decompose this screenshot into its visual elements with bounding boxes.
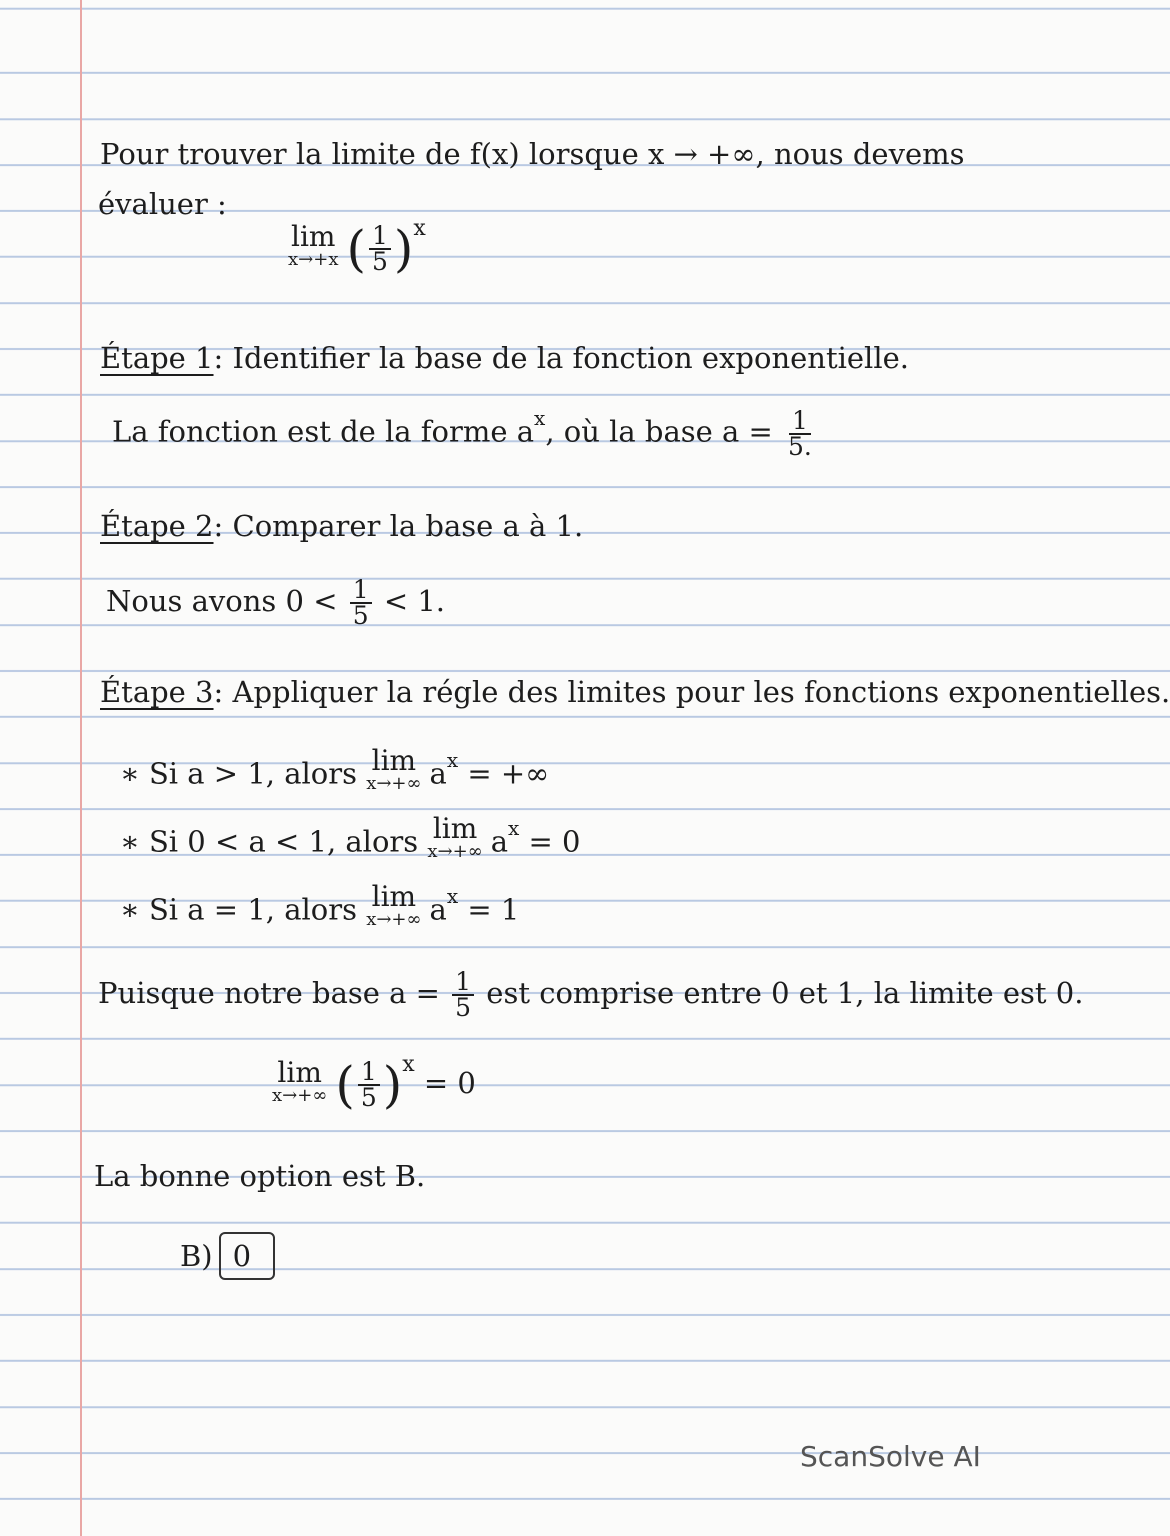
step-1-text: La fonction est de la forme $a^x$, où la base a = $\frac{1}{5.}$ (112, 406, 818, 459)
fraction: $\frac{1}{5}$ (350, 578, 372, 628)
step-1-title: Identifier la base de la fonction exponentielle. (232, 341, 909, 375)
answer-statement: La bonne option est B. (94, 1159, 426, 1193)
answer-option (180, 1232, 275, 1280)
left-paren: ( (346, 220, 366, 278)
step-2-label: Étape 2 (100, 509, 214, 543)
limit-operator: lim x→+∞ (427, 812, 483, 862)
answer-option-label: B) (180, 1239, 213, 1273)
left-paren: ( (335, 1056, 355, 1114)
fraction: $\frac{1}{5}$ (369, 224, 391, 274)
step-2-title: Comparer la base a à 1. (232, 509, 584, 543)
intro-line-2: évaluer : (98, 187, 227, 221)
step-2-heading: Étape 2: Comparer la base a à 1. (100, 509, 584, 543)
rule-item: ∗ Si 0 < a < 1, alors lim x→+∞ $a^x = 0$ (120, 812, 581, 862)
exponent: x (402, 1052, 415, 1077)
limit-operator: lim x→+∞ (366, 744, 422, 794)
limit-expression-2 (272, 1052, 476, 1114)
fraction: $\frac{1}{5}$ (452, 970, 474, 1020)
answer-box: 0 (219, 1232, 275, 1280)
step-3-title: Appliquer la régle des limites pour les fonctions exponentielles. (232, 675, 1170, 709)
limit-result: = 0 (423, 1066, 476, 1100)
bullet-icon: ∗ (120, 824, 140, 859)
step-1-label: Étape 1 (100, 341, 214, 375)
exponent: x (413, 216, 426, 241)
limit-expression-1 (288, 216, 426, 278)
bullet-icon: ∗ (120, 892, 140, 927)
notebook-margin-line (80, 0, 82, 1536)
step-1-heading: Étape 1: Identifier la base de la fonction exponentielle. (100, 341, 909, 375)
watermark-text: ScanSolve AI (800, 1440, 981, 1473)
step-3-heading: Étape 3: Appliquer la régle des limites pour les fonctions exponentielles. (100, 675, 1170, 709)
bullet-icon: ∗ (120, 756, 140, 791)
conclusion-text: Puisque notre base a = $\frac{1}{5}$ est comprise entre 0 et 1, la limite est 0. (98, 967, 1084, 1022)
right-paren: ) (382, 1056, 403, 1114)
fraction: $\frac{1}{5.}$ (788, 405, 812, 461)
rule-item: ∗ Si a > 1, alors lim x→+∞ $a^x$ = +∞ (120, 744, 550, 794)
limit-operator: lim x→+x (288, 220, 339, 270)
rule-item: ∗ Si a = 1, alors lim x→+∞ $a^x = 1$ (120, 880, 520, 930)
intro-line-1: Pour trouver la limite de f(x) lorsque x → +∞, nous devems (100, 137, 965, 171)
right-paren: ) (393, 220, 414, 278)
step-3-label: Étape 3 (100, 675, 214, 709)
limit-operator: lim x→+∞ (272, 1056, 328, 1106)
fraction: $\frac{1}{5}$ (358, 1060, 380, 1110)
limit-operator: lim x→+∞ (366, 880, 422, 930)
step-2-text: Nous avons 0 < $\frac{1}{5}$ < 1. (106, 575, 446, 630)
